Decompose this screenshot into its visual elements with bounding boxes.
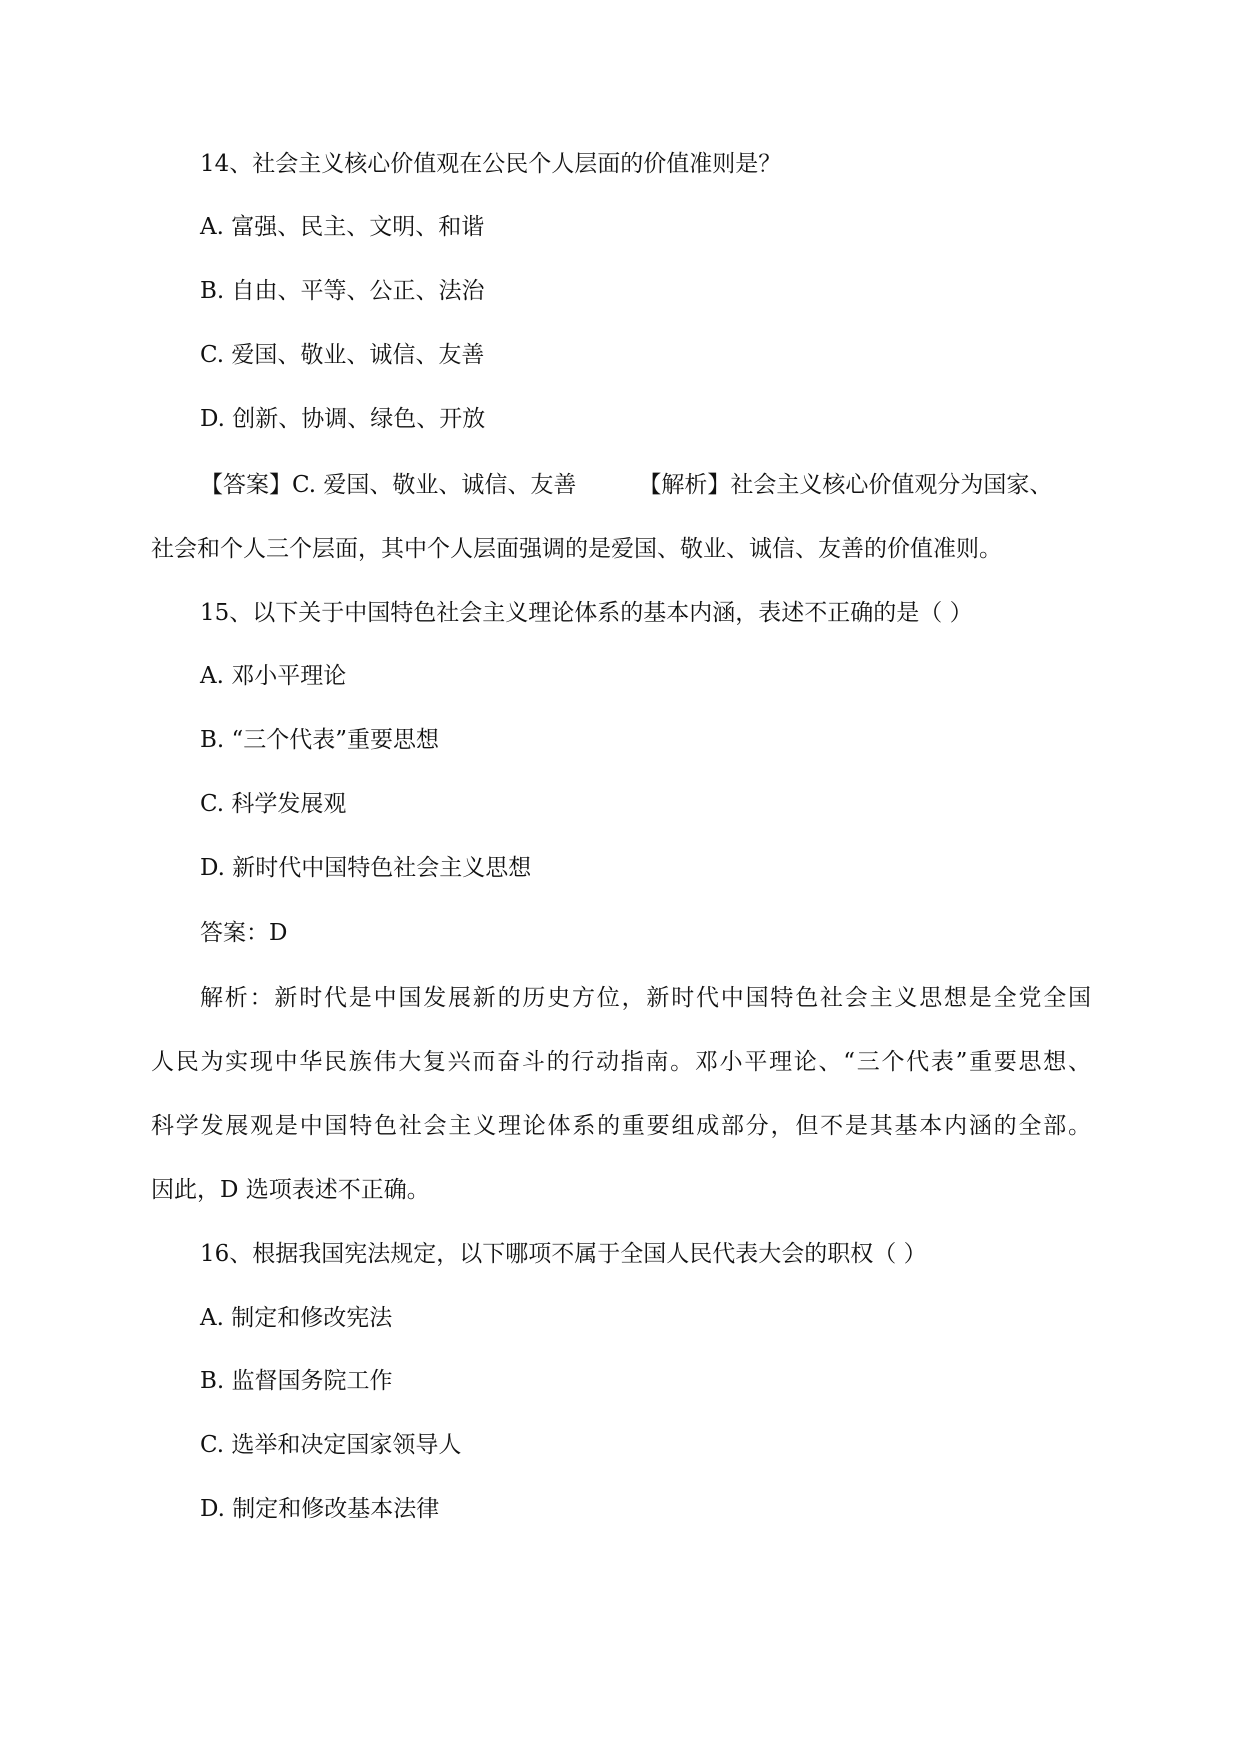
- question-15-analysis-line-4: 因此，D 选项表述不正确。: [151, 1177, 430, 1203]
- question-14-answer-analysis: [200, 470, 1052, 500]
- question-14-option-c: C. 爱国、敬业、诚信、友善: [200, 342, 485, 368]
- question-15-answer: 答案：D: [200, 920, 288, 946]
- question-15-analysis-line-1: 解析：新时代是中国发展新的历史方位，新时代中国特色社会主义思想是全党全国: [200, 985, 1091, 1011]
- question-15-option-d: D. 新时代中国特色社会主义思想: [200, 855, 532, 881]
- question-16-option-b: B. 监督国务院工作: [200, 1368, 393, 1394]
- question-14-analysis-head: 【解析】社会主义核心价值观分为国家、: [638, 472, 1053, 498]
- question-15-analysis-line-2: 人民为实现中华民族伟大复兴而奋斗的行动指南。邓小平理论、“三个代表”重要思想、: [151, 1049, 1091, 1075]
- question-15-stem: 15、以下关于中国特色社会主义理论体系的基本内涵，表述不正确的是（ ）: [200, 600, 973, 626]
- question-14-option-d: D. 创新、协调、绿色、开放: [200, 406, 486, 432]
- question-14-option-b: B. 自由、平等、公正、法治: [200, 278, 485, 304]
- question-15-analysis-line-3: 科学发展观是中国特色社会主义理论体系的重要组成部分，但不是其基本内涵的全部。: [151, 1113, 1091, 1139]
- question-16-option-d: D. 制定和修改基本法律: [200, 1496, 440, 1522]
- question-16-option-a: A. 制定和修改宪法: [200, 1305, 393, 1331]
- question-15-option-b: B. “三个代表”重要思想: [200, 727, 440, 753]
- question-14-answer: 【答案】C. 爱国、敬业、诚信、友善: [200, 472, 577, 498]
- question-14-option-a: A. 富强、民主、文明、和谐: [200, 214, 485, 240]
- question-15-option-c: C. 科学发展观: [200, 791, 347, 817]
- question-14-analysis-tail: 社会和个人三个层面，其中个人层面强调的是爱国、敬业、诚信、友善的价值准则。: [151, 536, 1002, 562]
- question-16-option-c: C. 选举和决定国家领导人: [200, 1432, 462, 1458]
- question-14-stem: 14、社会主义核心价值观在公民个人层面的价值准则是？: [200, 151, 782, 177]
- question-15-option-a: A. 邓小平理论: [200, 663, 347, 689]
- question-16-stem: 16、根据我国宪法规定，以下哪项不属于全国人民代表大会的职权（ ）: [200, 1241, 927, 1267]
